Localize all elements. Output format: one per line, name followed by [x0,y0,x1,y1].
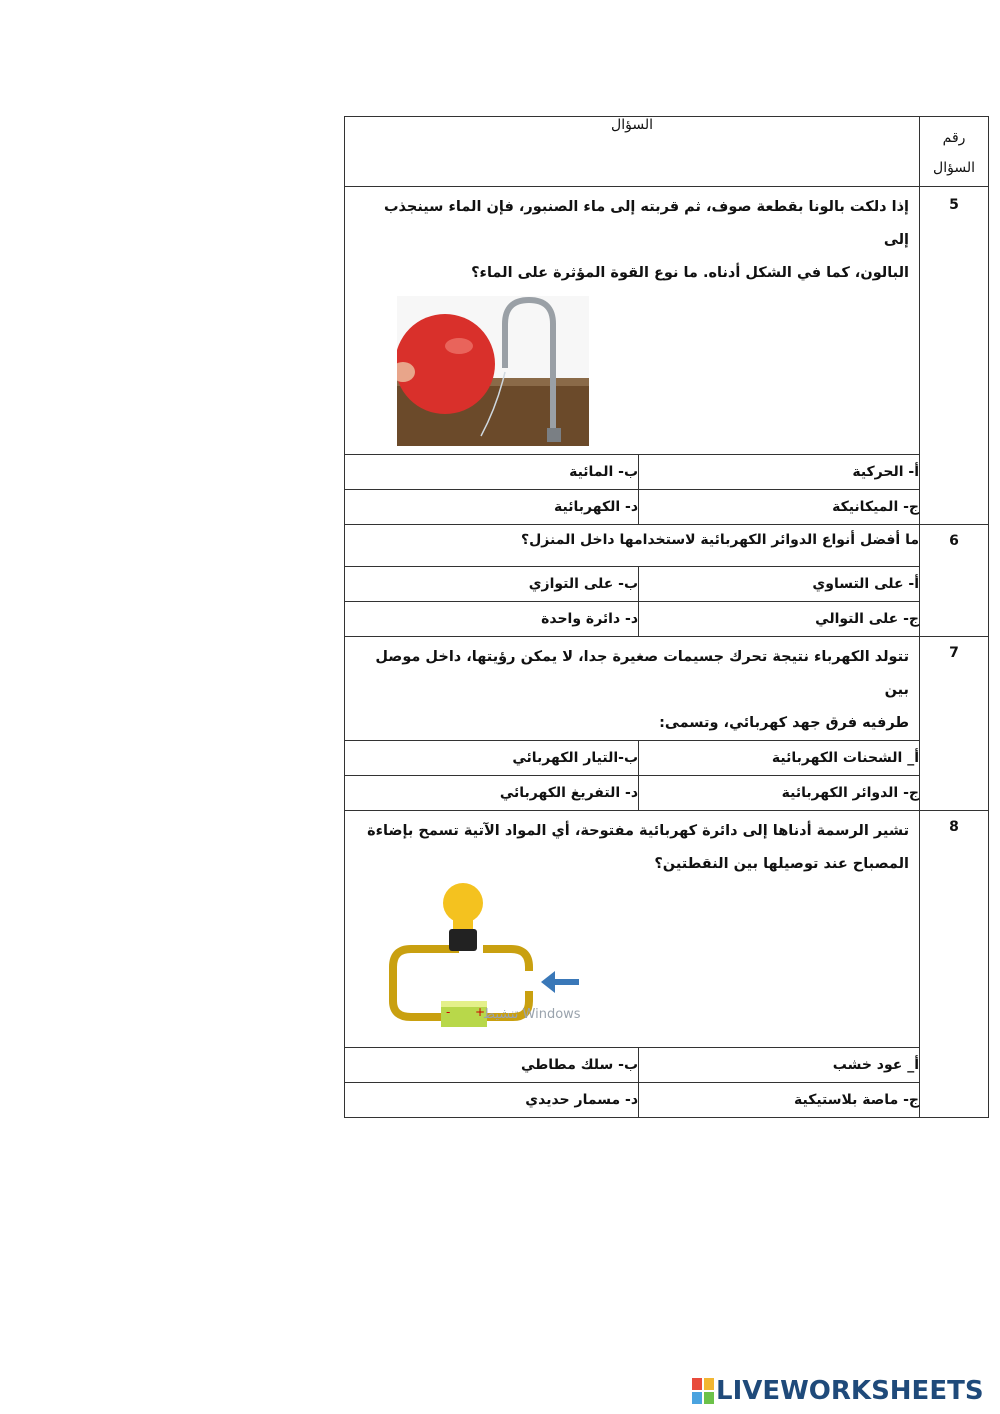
q6-option-b[interactable]: ب- على التوازي [345,567,639,602]
q8-option-b[interactable]: ب- سلك مطاطي [345,1048,639,1083]
q5-options-row-2 [345,490,989,525]
q7-option-b[interactable]: ب-التيار الكهربائي [345,741,639,776]
q8-question-cell [345,811,920,1048]
q7-question-text [345,637,919,740]
q8-text-line1: تشير الرسمة أدناها إلى دائرة كهربائية مفتوحة، أي المواد الآتية تسمح بإضاءة [367,823,910,839]
q5-number: 5 [920,187,989,525]
q5-option-a[interactable]: أ- الحركية [639,455,920,490]
q8-option-c[interactable]: ج- ماصة بلاستيكية [639,1083,920,1118]
q5-text-line1: إذا دلكت بالونا بقطعة صوف، ثم قربته إلى ماء الصنبور، فإن الماء سينجذب إلى [383,199,910,248]
q8-row [345,811,989,1048]
q7-text-line1: تتولد الكهرباء نتيجة تحرك جسيمات صغيرة جدا، لا يمكن رؤيتها، داخل موصل بين [375,649,910,698]
q5-option-d[interactable]: د- الكهربائية [345,490,639,525]
q7-row [345,637,989,741]
q5-option-c[interactable]: ج- الميكانيكة [639,490,920,525]
q8-option-d[interactable]: د- مسمار حديدي [345,1083,639,1118]
liveworksheets-logo [692,1374,992,1408]
q8-options-row-1 [345,1048,989,1083]
worksheet-table [344,116,989,1118]
q6-question-text: ما أفضل أنواع الدوائر الكهربائية لاستخدامها داخل المنزل؟ [345,525,920,567]
q6-number: 6 [920,525,989,637]
q6-options-row-1 [345,567,989,602]
svg-text:+: + [475,1005,486,1019]
windows-watermark: تنشيط Windows [483,1007,581,1022]
q8-text-line2: المصباح عند توصيلها بين النقطتين؟ [654,856,910,872]
q6-option-d[interactable]: د- دائرة واحدة [345,602,639,637]
q6-row [345,525,989,567]
bulb-socket-icon [449,929,477,951]
number-header [920,117,989,187]
svg-text:-: - [446,1005,451,1019]
q6-options-row-2 [345,602,989,637]
q7-number: 7 [920,637,989,811]
q8-option-a[interactable]: أ_ عود خشب [639,1048,920,1083]
logo-mark-icon [692,1378,714,1404]
q7-options-row-2 [345,776,989,811]
q5-question-text [345,187,919,290]
q5-text-line2: البالون، كما في الشكل أدناه. ما نوع القوة المؤثرة على الماء؟ [471,265,910,281]
q7-question-cell [345,637,920,741]
q7-options-row-1 [345,741,989,776]
q7-option-a[interactable]: أ_ الشحنات الكهربائية [639,741,920,776]
q8-options-row-2 [345,1083,989,1118]
number-header-line1: رقم [942,130,966,146]
question-header: السؤال [345,117,920,187]
header-row [345,117,989,187]
q5-figure [345,290,919,450]
q7-text-line2: طرفيه فرق جهد كهربائي، وتسمى: [659,715,910,731]
q5-question-cell [345,187,920,455]
arrow-icon [541,971,579,993]
q7-option-d[interactable]: د- التفريغ الكهربائي [345,776,639,811]
q6-option-a[interactable]: أ- على التساوي [639,567,920,602]
balloon-icon [397,314,495,414]
q7-option-c[interactable]: ج- الدوائر الكهربائية [639,776,920,811]
q5-row [345,187,989,455]
logo-text: LIVEWORKSHEETS [716,1376,984,1406]
number-header-line2: السؤال [933,160,975,176]
q8-number: 8 [920,811,989,1118]
q5-options-row-1 [345,455,989,490]
q6-option-c[interactable]: ج- على التوالي [639,602,920,637]
wire-right-top-icon [483,949,529,971]
q5-option-b[interactable]: ب- المائية [345,455,639,490]
balloon-faucet-image [397,296,597,446]
q8-figure [345,881,919,1047]
